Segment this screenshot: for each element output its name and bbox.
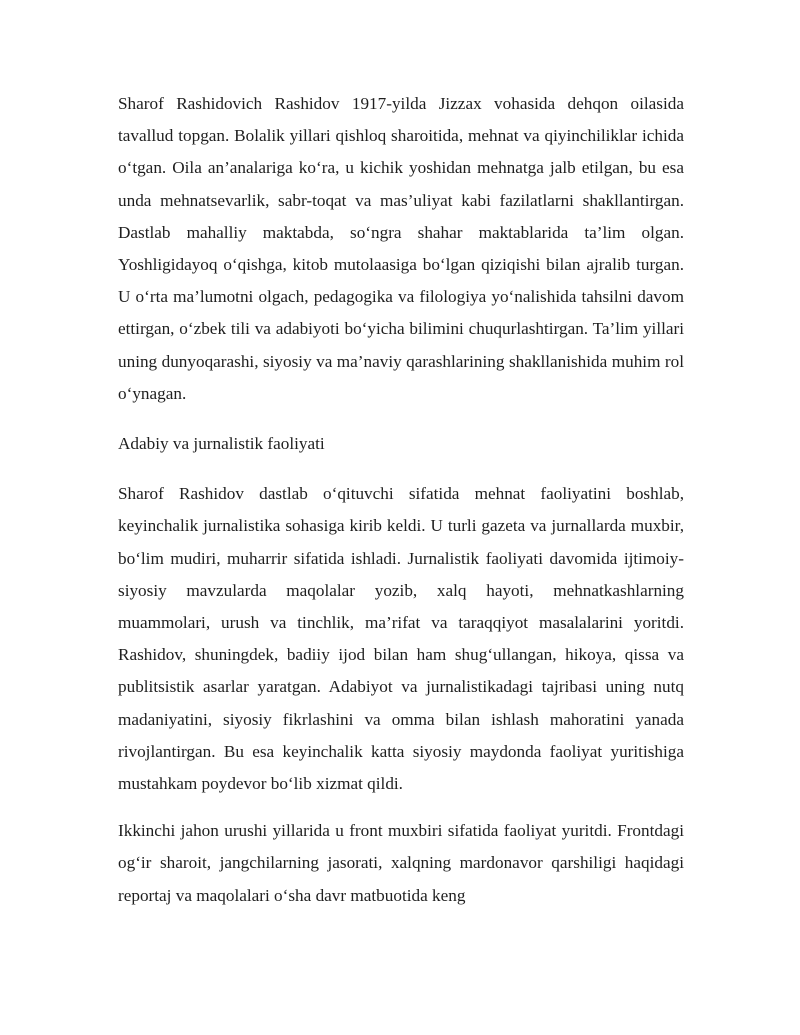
paragraph-literary-journalism: Sharof Rashidov dastlab o‘qituvchi sifatida mehnat faoliyatini boshlab, keyinchalik jurnalistika sohasiga kirib keldi. U turli gazeta va jurnallarda muxbir, bo‘lim mudiri, muharrir sifatida ishladi. Jurnalistik faoliyati davomida ijtimoiy-siyosiy mavzularda maqolalar yozib, xalq hayoti, mehnatkashlarning muammolari, urush va tinchlik, ma’rifat va taraqqiyot masalalarini yoritdi. Rashidov, shuningdek, badiiy ijod bilan ham shug‘ullangan, hikoya, qissa va publitsistik asarlar yaratgan. Adabiyot va jurnalistikadagi tajribasi uning nutq madaniyatini, siyosiy fikrlashini va omma bilan ishlash mahoratini yanada rivojlantirgan. Bu esa keyinchalik katta siyosiy maydonda faoliyat yuritishiga mustahkam poydevor bo‘lib xizmat qildi. — [118, 484, 684, 794]
paragraph-war-correspondent: Ikkinchi jahon urushi yillarida u front muxbiri sifatida faoliyat yuritdi. Frontdagi og‘ir sharoit, jangchilarning jasorati, xalqning mardonavor qarshiligi haqidagi reportaj va maqolalari o‘sha davr matbuotida keng — [118, 821, 684, 905]
document-page — [118, 88, 684, 912]
section-heading: Adabiy va jurnalistik faoliyati — [118, 434, 325, 454]
paragraph-biography-early-life: Sharof Rashidovich Rashidov 1917-yilda Jizzax vohasida dehqon oilasida tavallud topgan. Bolalik yillari qishloq sharoitida, mehnat va qiyinchiliklar ichida o‘tgan. Oila an’analariga ko‘ra, u kichik yoshidan mehnatga jalb etilgan, bu esa unda mehnatsevarlik, sabr-toqat va mas’uliyat kabi fazilatlarni shakllantirgan. Dastlab mahalliy maktabda, so‘ngra shahar maktablarida ta’lim olgan. Yoshligidayoq o‘qishga, kitob mutolaasiga bo‘lgan qiziqishi bilan ajralib turgan. U o‘rta ma’lumotni olgach, pedagogika va filologiya yo‘nalishida tahsilni davom ettirgan, o‘zbek tili va adabiyoti bo‘yicha bilimini chuqurlashtirgan. Ta’lim yillari uning dunyoqarashi, siyosiy va ma’naviy qarashlarining shakllanishida muhim rol o‘ynagan. — [118, 94, 684, 403]
